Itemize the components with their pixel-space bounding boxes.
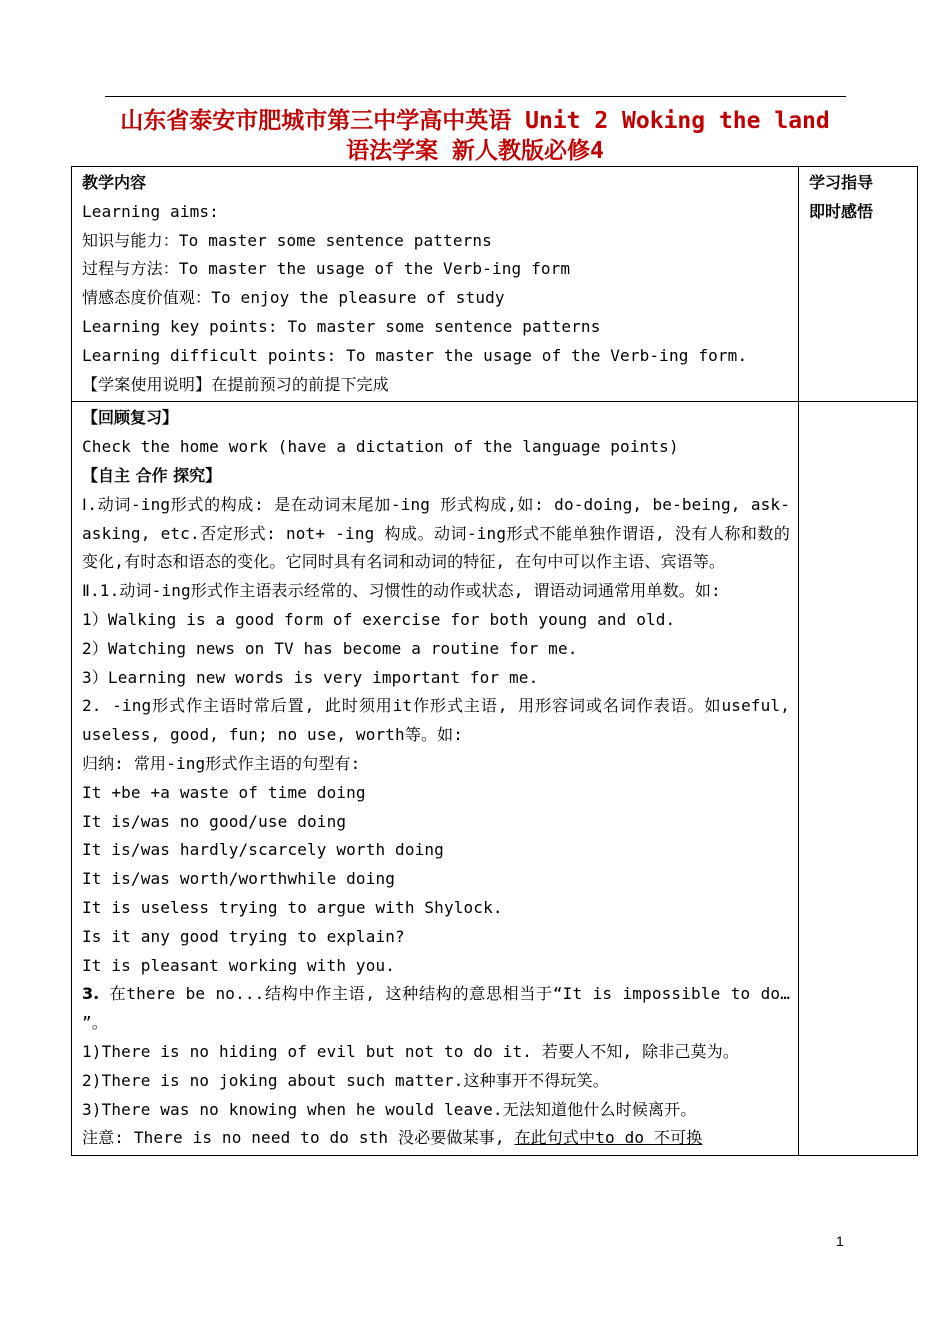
lesson-table bbox=[71, 166, 918, 1156]
objectives-cell bbox=[72, 167, 799, 402]
side-heading-reflection: 即时感悟 bbox=[809, 201, 874, 221]
note-line bbox=[82, 1124, 790, 1153]
content-cell bbox=[72, 402, 799, 1156]
note-text: 注意: There is no need to do sth 没必要做某事, bbox=[82, 1128, 515, 1148]
pattern-line: It is/was hardly/scarcely worth doing bbox=[82, 840, 444, 860]
table-row-content bbox=[72, 402, 918, 1156]
header-rule bbox=[105, 96, 846, 97]
side-heading-guidance: 学习指导 bbox=[809, 173, 874, 192]
objective-line: Learning key points: To master some sentence patterns bbox=[82, 316, 601, 336]
explore-heading: 【自主 合作 探究】 bbox=[82, 465, 222, 485]
pattern-line: Is it any good trying to explain? bbox=[82, 926, 405, 946]
example-line: 1）Walking is a good form of exercise for both young and old. bbox=[82, 609, 676, 629]
table-row-objectives bbox=[72, 167, 918, 402]
guidance-cell bbox=[799, 167, 918, 402]
objective-line: 情感态度价值观：To enjoy the pleasure of study bbox=[82, 288, 505, 308]
pattern-line: It is/was worth/worthwhile doing bbox=[82, 869, 396, 889]
objective-line: 过程与方法：To master the usage of the Verb-ing form bbox=[82, 259, 571, 279]
page-number: 1 bbox=[836, 1233, 844, 1249]
paragraph-postposed: 2. -ing形式作主语时常后置, 此时须用it作形式主语, 用形容词或名词作表语。如useful, useless, good, fun; no use, worth等。如: bbox=[82, 696, 790, 745]
review-heading: 【回顾复习】 bbox=[82, 408, 179, 428]
objective-line: Learning difficult points: To master the usage of the Verb-ing form. bbox=[82, 345, 748, 365]
example-line: 2)There is no joking about such matter.这种事开不得玩笑。 bbox=[82, 1070, 609, 1090]
note-underlined-text: 在此句式中to do 不可换 bbox=[514, 1128, 703, 1148]
usage-note: 【学案使用说明】在提前预习的前提下完成 bbox=[82, 374, 389, 394]
pattern-line: It is pleasant working with you. bbox=[82, 955, 396, 975]
paragraph-subject: Ⅱ.1.动词-ing形式作主语表示经常的、习惯性的动作或状态, 谓语动词通常用单数。如: bbox=[82, 581, 721, 601]
summary-line: 归纳: 常用-ing形式作主语的句型有: bbox=[82, 753, 361, 773]
review-text: Check the home work (have a dictation of the language points) bbox=[82, 437, 679, 457]
objective-line: 知识与能力：To master some sentence patterns bbox=[82, 230, 492, 250]
paragraph-there-be bbox=[82, 980, 790, 1038]
example-line: 3）Learning new words is very important for me. bbox=[82, 667, 539, 687]
pattern-line: It is useless trying to argue with Shylock. bbox=[82, 897, 503, 917]
item-text: 在there be no...结构中作主语, 这种结构的意思相当于“It is impossible to do… ”。 bbox=[82, 984, 790, 1033]
example-line: 2）Watching news on TV has become a routine for me. bbox=[82, 638, 578, 658]
example-line: 3)There was no knowing when he would leave.无法知道他什么时候离开。 bbox=[82, 1099, 697, 1119]
content-heading: 教学内容 bbox=[82, 173, 147, 192]
objective-line: Learning aims: bbox=[82, 201, 219, 221]
pattern-line: It is/was no good/use doing bbox=[82, 811, 347, 831]
title-line-1: 山东省泰安市肥城市第三中学高中英语 Unit 2 Woking the land bbox=[120, 108, 830, 134]
paragraph-formation: Ⅰ.动词-ing形式的构成: 是在动词末尾加-ing 形式构成,如: do-doing, be-being, ask-asking, etc.否定形式: not+ -ing 构成。动词-ing形式不能单独作谓语, 没有人称和数的变化,有时态和语态的变化。它同时具有名词和动词的特征, 在句中可以作主语、宾语等。 bbox=[82, 494, 790, 572]
title-line-2: 语法学案 新人教版必修4 bbox=[346, 138, 604, 164]
notes-cell bbox=[799, 402, 918, 1156]
document-title bbox=[90, 106, 860, 166]
pattern-line: It +be +a waste of time doing bbox=[82, 782, 366, 802]
example-line: 1)There is no hiding of evil but not to do it. 若要人不知, 除非己莫为。 bbox=[82, 1041, 740, 1061]
item-number: 3. bbox=[82, 984, 100, 1004]
